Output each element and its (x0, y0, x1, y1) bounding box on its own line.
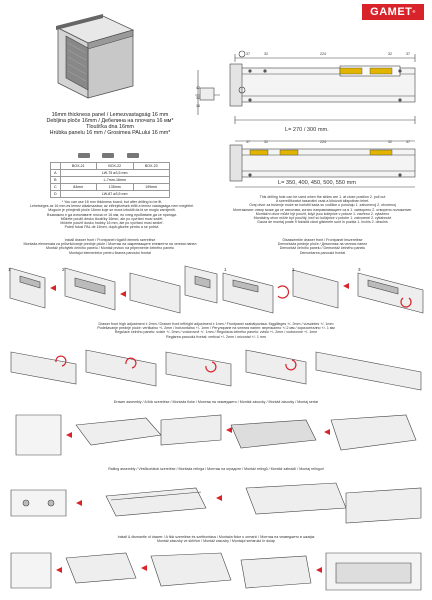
table-row: B L-7mm-16mm (51, 177, 170, 184)
adjustment-label: Drawer front high adjustment ± 2mm / Drawer front left/right adjustment ± 1mm / Frontpanel szabályozása: függőleges +/- 2mm / vízszintes +/- 1mm Podešavanje prednje ploče: vertikalno +/- 2mm / horizontalno +/- 1mm / Регулиране на челния панел: вертикално +/-2 мм / хоризонтално +/- 1 мм Regulace čelního panelu: svisle +/- 2mm / vodorovně +/- 1mm / Regulácia čelného panelu: zvislo +/- 2mm / vodorovne +/- 1mm Reglarea panoului frontal: vertical +/- 2mm / orizontal +/- 1 mm (97, 322, 335, 339)
step-number: 3 (358, 268, 361, 272)
panel-thickness-text: 16mm thickness panel / Lemezvastagság 16 mm Debljina ploče 16mm / Дебелина на плочата 16 мм* Tloušťka dna 16mm Hrúbka panelu 16 mm / Grosimea PALului 16 mm* (46, 112, 174, 136)
gamet-logo: GAMET® (362, 4, 424, 20)
dim-top-4: 37 (406, 52, 410, 56)
drawer-box-illustration (48, 8, 138, 108)
step-number: 2 (62, 268, 65, 272)
box-spec-table (50, 162, 170, 198)
table-row: C 84mm 135mm 199mm (51, 184, 170, 191)
install-drawer-illustrations (6, 548, 426, 594)
table-header-row: BOX-21 BOX-22 BOX-23 (51, 163, 170, 170)
drawer-assembly-illustrations (6, 410, 426, 462)
dim-bottom-4: 37 (406, 140, 410, 144)
dim-side-0: 42 (196, 86, 200, 90)
disassemble-front-label: Disassemble drawer front / Frontpanel leszerelése Demontaža prednje ploče / Демонтаж на челния панел Demontáž čelního panelu / Demontáž čelného panelu Demontarea panoului frontal (277, 238, 368, 255)
length-short-label: L= 270 / 300 mm. (285, 127, 329, 133)
install-front-illustrations (5, 258, 220, 318)
install-drawer-label: Install & dismantle of drawer / A fiók szerelése és szétbontása / Montaža fioke u ormarić / Монтаж на чекмеджето в шкафа Montáž zásuvky ve skříňce / Montáž zásuvky / Montajul sertarului în dulap (117, 535, 315, 544)
dim-top-3: 32 (388, 52, 392, 56)
railing-assembly-label: Railing assembly / Vésőkorlátok szerelése / Montaža relinga / Монтаж на оградите / Montáž relingů / Montáž zábradlí / Montaj relinguri (108, 467, 324, 471)
table-row: D LW-87 ø3,5 mm (51, 191, 170, 198)
step-number: 1 (8, 268, 11, 272)
adjustment-illustrations (6, 342, 426, 392)
length-long-label: L= 350, 400, 450, 500, 550 mm (278, 180, 356, 186)
screw-icons (52, 150, 162, 162)
dim-side-2: 16 (196, 104, 200, 108)
dim-top-1: 32 (264, 52, 268, 56)
drilling-notes-left: * You can use 16 mm thickness board, but after drilling to be fit. Lehetséges az 16 mm-es lemez alkalmazása; az előrejelzések előtt a lemez vastagsága nem megfelel. Moguće je primjeniti ploče 16mm koje se mora izbušiti da bi se moglo zamijeniti. Възможно е да използвате плоча от 16 мм, но след пробиване да се пригоди. Můžete použít desku tloušťky 16mm, ale po vyvrtání musí sedět. Môžete použiť dosku hrúbky 16 mm, ale po vyvŕtaní musí sedieť. Puteți folosi PAL de 16mm, după găurire pentru a se potrivi. (30, 200, 194, 230)
dim-bottom-1: 32 (264, 140, 268, 144)
step-number: 1 (224, 268, 227, 272)
install-front-label: Install drawer front / Frontpanel rögzítő elemek szerelése Montaža elemenata za pričvršćivanje prednje ploče / Монтаж на закрепващите елементи на челния панел Montáž příchytek čelního panelu / Montáž prvkov na pripevnenie čelného panelu Montajul elementelor pentru fixarea panoului frontal (23, 238, 197, 255)
dim-side-1: 32 (196, 96, 200, 100)
dim-top-0: 37 (246, 52, 250, 56)
railing-assembly-illustrations (6, 478, 426, 530)
step-number: 2 (292, 268, 295, 272)
drawer-assembly-label: Drawer assembly / A fiók szerelése / Montaža fioke / Монтаж на чекмеджето / Montáž zásuvky / Montáž zásuvky / Montaj sertar (113, 400, 319, 404)
drilling-notes-right: This drilling hole can be used when the slides are 1. at close position 2. pull out A szerelőfuratot használni csak a kihúzott állapotban lehet. Ovaj otvor za bušenje može se koristiti kada su vodilice u položaju 1. zatvorenoj 2. otvorenoj Монтажният отвор може да се използва, когато направляващите са в 1. затворено 2. отворено положение. Montážní otvor může být použit, když jsou kolejnice v poloze 1. zavřeno 2. vytaženo Montážny otvor môže byť použitý, keď sú koľajnice v polohe 1. zatvorené 2. vytiahnuté Gaura de montaj poate fi folosită când glisierele sunt în poziția 1. închis 2. deschis (233, 195, 412, 225)
dim-top-2: 224 (320, 52, 326, 56)
dim-bottom-0: 37 (246, 140, 250, 144)
disassemble-front-illustrations (218, 258, 428, 318)
dim-bottom-2: 224 (320, 140, 326, 144)
dim-bottom-3: 32 (388, 140, 392, 144)
table-row: A LW-75 ø3,5 mm (51, 170, 170, 177)
